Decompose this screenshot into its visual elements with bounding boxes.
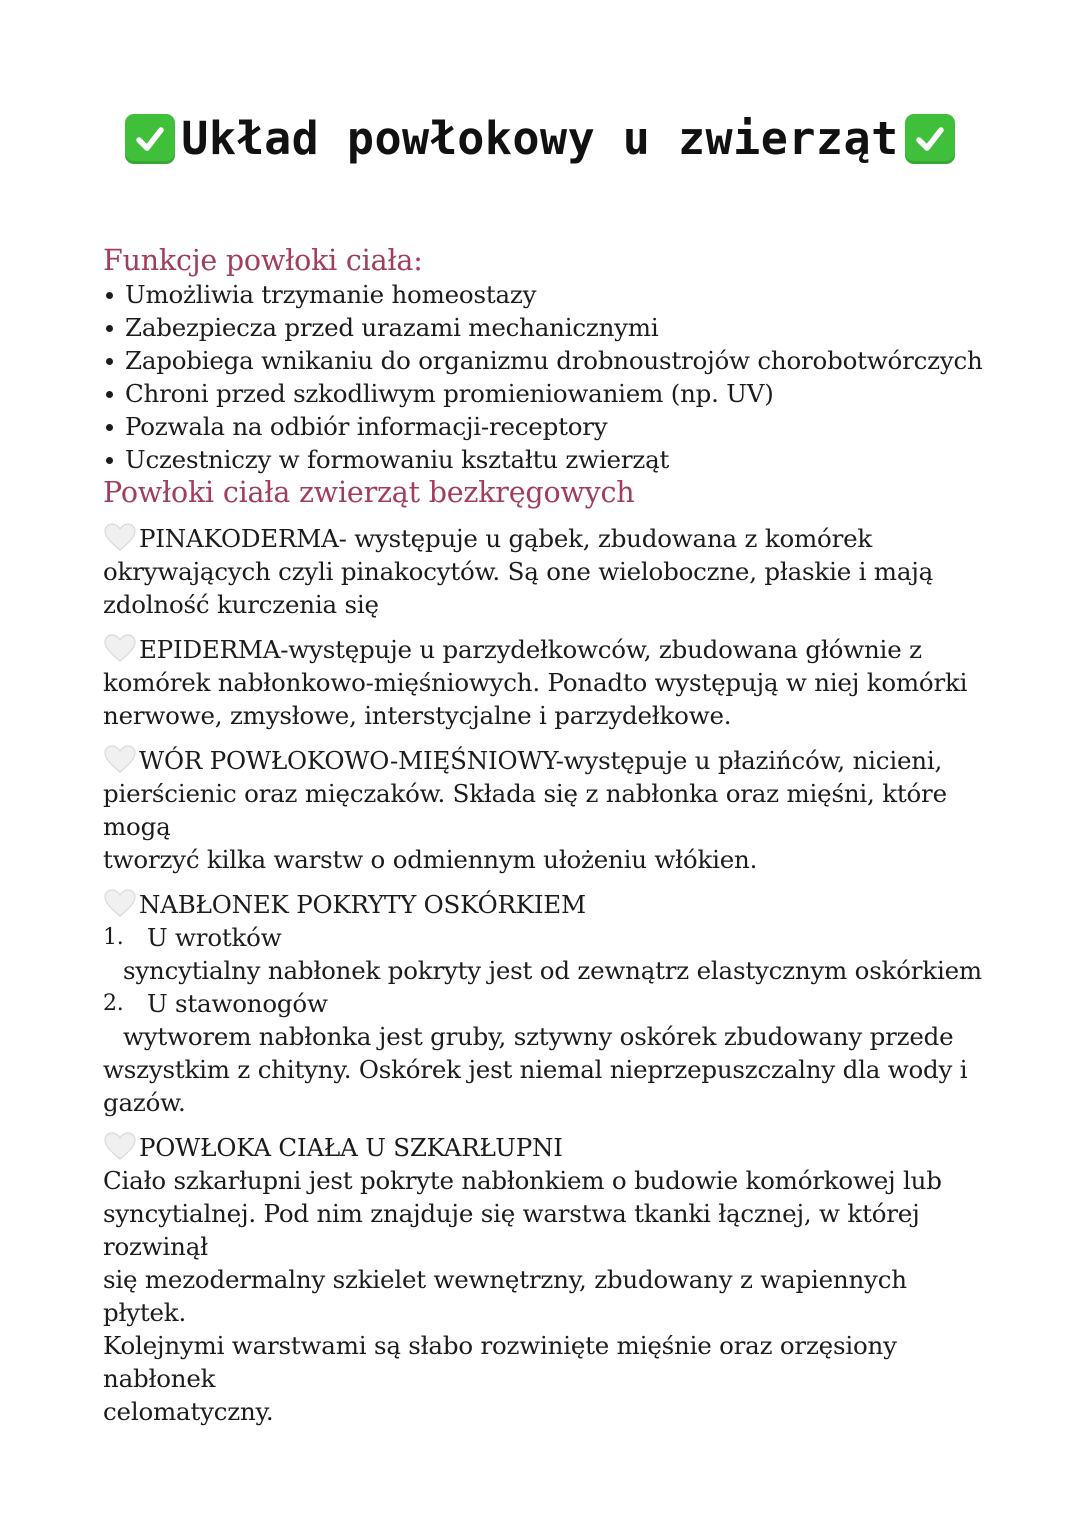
section-heading-functions: Funkcje powłoki ciała: xyxy=(103,244,423,277)
list-item: Umożliwia trzymanie homeostazy xyxy=(103,278,983,311)
numbered-item xyxy=(103,987,983,1020)
white-heart-icon xyxy=(103,633,137,663)
white-heart-icon xyxy=(103,1131,137,1161)
szkarlupnie-line: Ciało szkarłupni jest pokryte nabłonkiem o budowie komórkowej lub xyxy=(103,1166,942,1195)
item-label: U wrotków xyxy=(147,923,282,952)
szkarlupnie-line: Kolejnymi warstwami są słabo rozwinięte mięśnie oraz orzęsiony nabłonek xyxy=(103,1331,897,1393)
white-heart-icon xyxy=(103,744,137,774)
pinakoderma-line: okrywających czyli pinakocytów. Są one wieloboczne, płaskie i mają xyxy=(103,557,934,586)
title-text: Układ powłokowy u zwierząt xyxy=(181,112,899,165)
pinakoderma-line: PINAKODERMA- występuje u gąbek, zbudowana z komórek xyxy=(139,524,873,553)
document-body xyxy=(103,244,983,1428)
numbered-item xyxy=(103,921,983,954)
check-mark-icon xyxy=(905,114,955,164)
pinakoderma-block xyxy=(103,522,983,621)
szkarlupnie-line: się mezodermalny szkielet wewnętrzny, zbudowany z wapiennych płytek. xyxy=(103,1265,907,1327)
list-item: Uczestniczy w formowaniu kształtu zwierząt xyxy=(103,443,983,476)
item-text: wytworem nabłonka jest gruby, sztywny oskórek zbudowany przede xyxy=(123,1022,954,1051)
epiderma-line: komórek nabłonkowo-mięśniowych. Ponadto występują w niej komórki xyxy=(103,668,968,697)
nablonek-heading: NABŁONEK POKRYTY OSKÓRKIEM xyxy=(139,890,586,919)
epiderma-line: nerwowe, zmysłowe, interstycjalne i parzydełkowe. xyxy=(103,701,732,730)
szkarlupnie-heading: POWŁOKA CIAŁA U SZKARŁUPNI xyxy=(139,1133,563,1162)
check-mark-icon xyxy=(125,114,175,164)
list-item: Zabezpiecza przed urazami mechanicznymi xyxy=(103,311,983,344)
item-number: 2. xyxy=(103,991,124,1016)
item-text: wszystkim z chityny. Oskórek jest niemal nieprzepuszczalny dla wody i xyxy=(103,1055,968,1084)
white-heart-icon xyxy=(103,888,137,918)
list-item: Zapobiega wnikaniu do organizmu drobnoustrojów chorobotwórczych xyxy=(103,344,983,377)
szkarlupnie-block xyxy=(103,1131,983,1428)
wor-block xyxy=(103,744,983,876)
white-heart-icon xyxy=(103,522,137,552)
item-number: 1. xyxy=(103,925,124,950)
wor-line: tworzyć kilka warstw o odmiennym ułożeniu włókien. xyxy=(103,845,758,874)
page-title xyxy=(0,112,1080,165)
szkarlupnie-line: syncytialnej. Pod nim znajduje się warstwa tkanki łącznej, w której rozwinął xyxy=(103,1199,920,1261)
functions-list xyxy=(103,278,983,476)
item-text: syncytialny nabłonek pokryty jest od zewnątrz elastycznym oskórkiem xyxy=(123,956,982,985)
wor-line: WÓR POWŁOKOWO-MIĘŚNIOWY-występuje u płazińców, nicieni, xyxy=(139,746,943,775)
pinakoderma-line: zdolność kurczenia się xyxy=(103,590,379,619)
section-heading-invertebrates: Powłoki ciała zwierząt bezkręgowych xyxy=(103,476,635,509)
epiderma-block xyxy=(103,633,983,732)
list-item: Chroni przed szkodliwym promieniowaniem (np. UV) xyxy=(103,377,983,410)
item-label: U stawonogów xyxy=(147,989,328,1018)
szkarlupnie-line: celomatyczny. xyxy=(103,1397,274,1426)
wor-line: pierścienic oraz mięczaków. Składa się z nabłonka oraz mięśni, które mogą xyxy=(103,779,947,841)
list-item: Pozwala na odbiór informacji-receptory xyxy=(103,410,983,443)
item-text: gazów. xyxy=(103,1088,186,1117)
nablonek-block xyxy=(103,888,983,1119)
epiderma-line: EPIDERMA-występuje u parzydełkowców, zbudowana głównie z xyxy=(139,635,922,664)
